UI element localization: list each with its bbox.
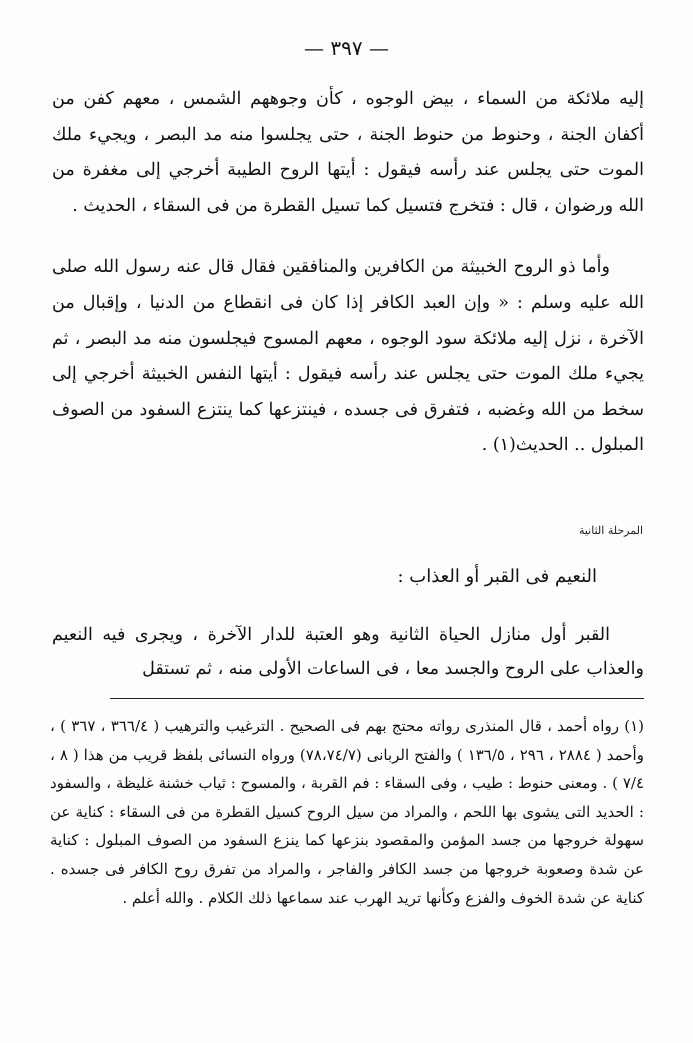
footnote-divider — [110, 698, 644, 699]
page-number: — ٣٩٧ — — [304, 36, 389, 60]
section-heading: النعيم فى القبر أو العذاب : — [397, 566, 597, 587]
paragraph-spacer — [52, 224, 644, 250]
main-text — [52, 82, 644, 464]
section-body: القبر أول منازل الحياة الثانية وهو العتبة للدار الآخرة ، ويجرى فيه النعيم والعذاب على الروح والجسد معا ، فى الساعات الأولى منه ، ثم تستقل — [52, 625, 644, 679]
section-label: المرحلة الثانية — [578, 524, 643, 537]
paragraph-2: وأما ذو الروح الخبيثة من الكافرين والمنافقين فقال قال عنه رسول الله صلى الله عليه وسلم : « وإن العبد الكافر إذا كان فى انقطاع من الدنيا ، وإقبال من الآخرة ، نزل إليه ملائكة سود الوجوه ، معهم المسوح فيجلسون منه مد البصر ، ثم يجيء ملك الموت حتى يجلس عند رأسه فيقول : أيتها النفس الخبيثة أخرجي إلى سخط من الله وغضبه ، فتفرق فى جسده ، فينتزعها كما ينتزع السفود من الصوف المبلول .. الحديث(١) . — [52, 257, 644, 456]
footnote-text: (١) رواه أحمد ، قال المنذرى رواته محتج بهم فى الصحيح . الترغيب والترهيب ( ٣٦٦/٤ ، ٣٦٧ ) ، وأحمد ( ٢٨٨٤ ، ٢٩٦ ، ١٣٦/٥ ) والفتح الربانى (٧٨،٧٤/٧) ورواه النسائى بلفظ قريب من هذا ( ٨ ، ٧/٤ ) . ومعنى حنوط : طيب ، وفى السقاء : فم القربة ، والمسوح : ثياب خشنة غليظة ، والسفود : الحديد التى يشوى بها اللحم ، والمراد من سيل الروح كسيل القطرة من فى السقاء : كناية عن سهولة خروجها من جسد المؤمن والمقصود بنزعها كما ينزع السفود من الصوف المبلول : كناية عن شدة وصعوبة خروجها من جسد الكافر والفاجر ، والمراد من تفرق روح الكافر فى جسده . كناية عن شدة الخوف والفزع وكأنها تريد الهرب عند سماعها ذلك الكلام . والله أعلم . — [50, 717, 644, 907]
paragraph-1: إليه ملائكة من السماء ، بيض الوجوه ، كأن وجوههم الشمس ، معهم كفن من أكفان الجنة ، وحنوط من حنوط الجنة ، حتى يجلسوا منه مد البصر ، ويجيء ملك الموت حتى يجلس عند رأسه فيقول : أيتها الروح الطيبة أخرجي إلى مغفرة من الله ورضوان ، قال : فتخرج فتسيل كما تسيل القطرة من فى السقاء ، الحديث . — [52, 89, 644, 216]
